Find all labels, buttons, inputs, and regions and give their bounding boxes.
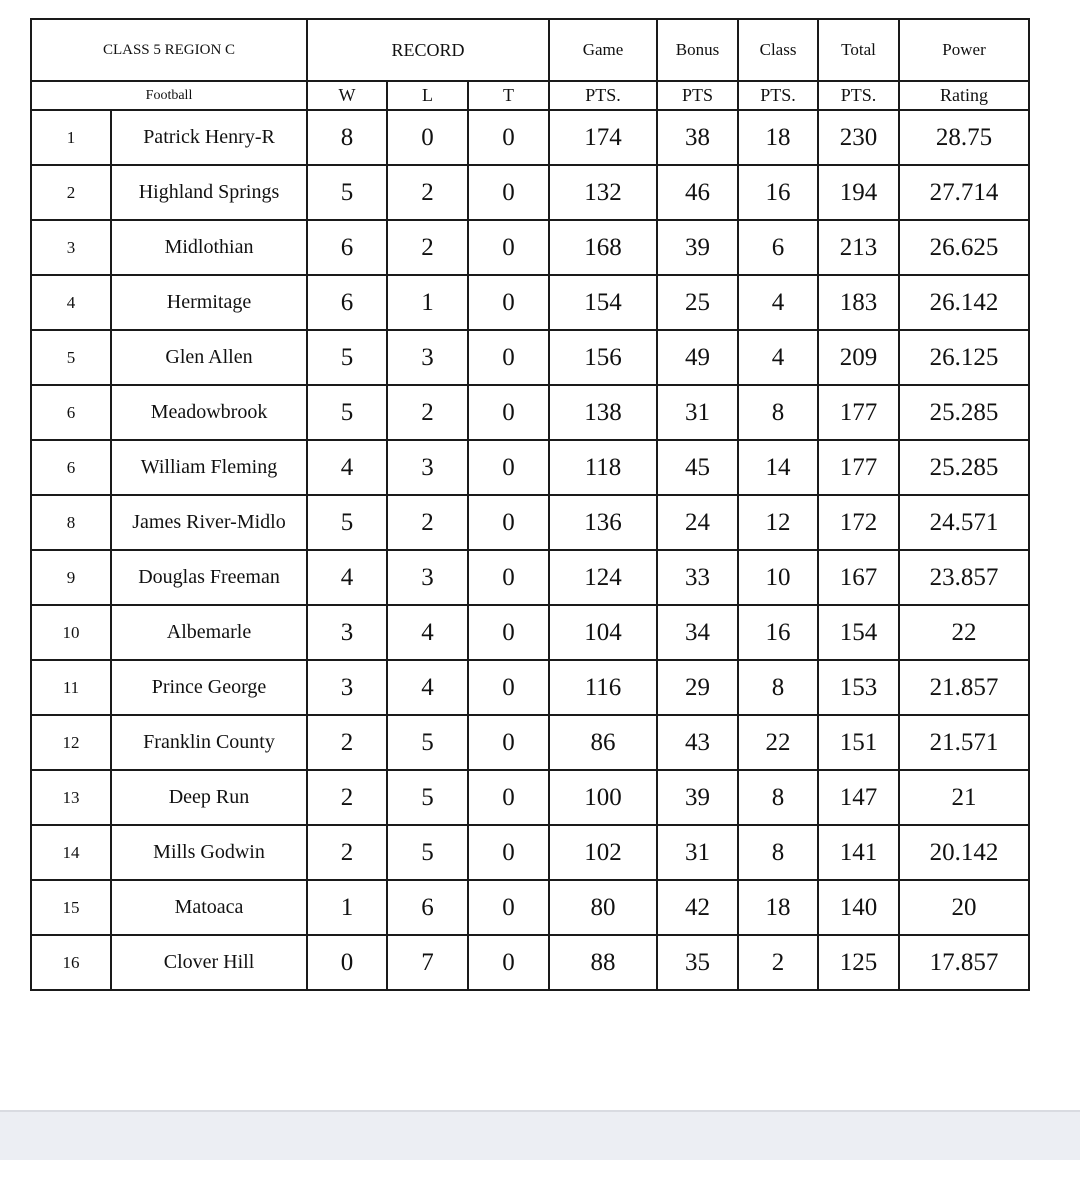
- class-header: Class: [738, 19, 818, 81]
- table-row: [31, 275, 1029, 330]
- header-row-sub: [31, 81, 1029, 110]
- table-row: [31, 165, 1029, 220]
- rank-cell: 10: [31, 605, 111, 660]
- wins-cell: 5: [307, 330, 387, 385]
- rank-cell: 12: [31, 715, 111, 770]
- losses-cell: 1: [387, 275, 468, 330]
- power-rating-cell: 20: [899, 880, 1029, 935]
- wins-cell: 3: [307, 660, 387, 715]
- wins-cell: 6: [307, 220, 387, 275]
- class-pts-cell: 18: [738, 880, 818, 935]
- bonus-pts-subheader: PTS: [657, 81, 738, 110]
- rank-cell: 16: [31, 935, 111, 990]
- team-name-cell: Highland Springs: [111, 165, 307, 220]
- table-row: [31, 605, 1029, 660]
- bonus-header: Bonus: [657, 19, 738, 81]
- losses-cell: 4: [387, 605, 468, 660]
- game-pts-cell: 168: [549, 220, 657, 275]
- team-name-cell: William Fleming: [111, 440, 307, 495]
- wins-cell: 4: [307, 550, 387, 605]
- wins-cell: 8: [307, 110, 387, 165]
- game-header: Game: [549, 19, 657, 81]
- ties-cell: 0: [468, 550, 549, 605]
- game-pts-cell: 138: [549, 385, 657, 440]
- power-rating-subheader: Rating: [899, 81, 1029, 110]
- rank-cell: 9: [31, 550, 111, 605]
- bonus-pts-cell: 34: [657, 605, 738, 660]
- losses-cell: 6: [387, 880, 468, 935]
- bonus-pts-cell: 31: [657, 825, 738, 880]
- table-row: [31, 330, 1029, 385]
- rank-cell: 8: [31, 495, 111, 550]
- ties-cell: 0: [468, 440, 549, 495]
- class-pts-cell: 8: [738, 770, 818, 825]
- losses-cell: 3: [387, 550, 468, 605]
- team-name-cell: Prince George: [111, 660, 307, 715]
- power-rating-cell: 21.857: [899, 660, 1029, 715]
- game-pts-cell: 124: [549, 550, 657, 605]
- power-rating-cell: 26.125: [899, 330, 1029, 385]
- table-row: [31, 385, 1029, 440]
- table-row: [31, 550, 1029, 605]
- power-header: Power: [899, 19, 1029, 81]
- ties-cell: 0: [468, 660, 549, 715]
- class-pts-cell: 22: [738, 715, 818, 770]
- rank-cell: 2: [31, 165, 111, 220]
- ties-cell: 0: [468, 220, 549, 275]
- power-rating-cell: 20.142: [899, 825, 1029, 880]
- wins-cell: 4: [307, 440, 387, 495]
- table-row: [31, 220, 1029, 275]
- team-name-cell: Mills Godwin: [111, 825, 307, 880]
- rank-cell: 3: [31, 220, 111, 275]
- team-name-cell: Meadowbrook: [111, 385, 307, 440]
- class-pts-cell: 8: [738, 660, 818, 715]
- sport-label: Football: [31, 81, 307, 110]
- bottom-bar: [0, 1110, 1080, 1160]
- power-rating-cell: 23.857: [899, 550, 1029, 605]
- bonus-pts-cell: 31: [657, 385, 738, 440]
- rank-cell: 4: [31, 275, 111, 330]
- ties-cell: 0: [468, 825, 549, 880]
- total-pts-cell: 194: [818, 165, 899, 220]
- bonus-pts-cell: 29: [657, 660, 738, 715]
- rank-cell: 5: [31, 330, 111, 385]
- losses-cell: 3: [387, 440, 468, 495]
- rank-cell: 15: [31, 880, 111, 935]
- total-pts-cell: 153: [818, 660, 899, 715]
- ties-cell: 0: [468, 770, 549, 825]
- table-row: [31, 880, 1029, 935]
- total-pts-cell: 209: [818, 330, 899, 385]
- game-pts-cell: 80: [549, 880, 657, 935]
- rank-cell: 1: [31, 110, 111, 165]
- losses-cell: 3: [387, 330, 468, 385]
- wins-cell: 5: [307, 495, 387, 550]
- losses-cell: 2: [387, 220, 468, 275]
- class-pts-cell: 4: [738, 330, 818, 385]
- table-row: [31, 825, 1029, 880]
- bonus-pts-cell: 33: [657, 550, 738, 605]
- table-row: [31, 440, 1029, 495]
- total-pts-cell: 172: [818, 495, 899, 550]
- table-row: [31, 495, 1029, 550]
- game-pts-cell: 156: [549, 330, 657, 385]
- ties-cell: 0: [468, 275, 549, 330]
- power-rating-cell: 25.285: [899, 385, 1029, 440]
- game-pts-cell: 102: [549, 825, 657, 880]
- total-pts-cell: 177: [818, 440, 899, 495]
- standings-body: [31, 110, 1029, 990]
- table-row: [31, 715, 1029, 770]
- wins-cell: 0: [307, 935, 387, 990]
- total-pts-cell: 183: [818, 275, 899, 330]
- class-pts-cell: 6: [738, 220, 818, 275]
- table-row: [31, 660, 1029, 715]
- class-pts-cell: 18: [738, 110, 818, 165]
- table-row: [31, 935, 1029, 990]
- total-pts-cell: 230: [818, 110, 899, 165]
- ties-cell: 0: [468, 330, 549, 385]
- game-pts-cell: 100: [549, 770, 657, 825]
- losses-cell: 0: [387, 110, 468, 165]
- power-rating-cell: 27.714: [899, 165, 1029, 220]
- rank-cell: 13: [31, 770, 111, 825]
- power-rating-cell: 26.142: [899, 275, 1029, 330]
- bonus-pts-cell: 38: [657, 110, 738, 165]
- power-rating-cell: 21.571: [899, 715, 1029, 770]
- class-pts-cell: 4: [738, 275, 818, 330]
- wins-cell: 2: [307, 825, 387, 880]
- class-pts-cell: 10: [738, 550, 818, 605]
- ties-cell: 0: [468, 165, 549, 220]
- game-pts-cell: 88: [549, 935, 657, 990]
- losses-cell: 4: [387, 660, 468, 715]
- game-pts-cell: 104: [549, 605, 657, 660]
- losses-cell: 2: [387, 385, 468, 440]
- team-name-cell: Hermitage: [111, 275, 307, 330]
- ties-cell: 0: [468, 605, 549, 660]
- total-pts-cell: 147: [818, 770, 899, 825]
- wins-cell: 2: [307, 770, 387, 825]
- standings-table: [30, 18, 1030, 991]
- team-name-cell: Midlothian: [111, 220, 307, 275]
- bonus-pts-cell: 25: [657, 275, 738, 330]
- power-rating-cell: 26.625: [899, 220, 1029, 275]
- total-pts-cell: 177: [818, 385, 899, 440]
- bonus-pts-cell: 43: [657, 715, 738, 770]
- ties-header: T: [468, 81, 549, 110]
- team-name-cell: Patrick Henry-R: [111, 110, 307, 165]
- rank-cell: 11: [31, 660, 111, 715]
- team-name-cell: Matoaca: [111, 880, 307, 935]
- power-rating-cell: 24.571: [899, 495, 1029, 550]
- ties-cell: 0: [468, 110, 549, 165]
- wins-cell: 6: [307, 275, 387, 330]
- wins-cell: 2: [307, 715, 387, 770]
- bonus-pts-cell: 49: [657, 330, 738, 385]
- power-rating-cell: 17.857: [899, 935, 1029, 990]
- rank-cell: 6: [31, 385, 111, 440]
- losses-cell: 5: [387, 825, 468, 880]
- class-pts-cell: 14: [738, 440, 818, 495]
- class-pts-cell: 8: [738, 825, 818, 880]
- bonus-pts-cell: 39: [657, 220, 738, 275]
- losses-cell: 5: [387, 770, 468, 825]
- ties-cell: 0: [468, 715, 549, 770]
- losses-cell: 2: [387, 495, 468, 550]
- team-name-cell: James River-Midlo: [111, 495, 307, 550]
- class-pts-cell: 12: [738, 495, 818, 550]
- ties-cell: 0: [468, 935, 549, 990]
- power-rating-cell: 22: [899, 605, 1029, 660]
- wins-cell: 5: [307, 165, 387, 220]
- total-pts-subheader: PTS.: [818, 81, 899, 110]
- rank-cell: 6: [31, 440, 111, 495]
- game-pts-cell: 154: [549, 275, 657, 330]
- total-pts-cell: 154: [818, 605, 899, 660]
- wins-cell: 5: [307, 385, 387, 440]
- total-pts-cell: 213: [818, 220, 899, 275]
- power-rating-cell: 21: [899, 770, 1029, 825]
- team-name-cell: Albemarle: [111, 605, 307, 660]
- class-pts-cell: 16: [738, 165, 818, 220]
- region-title: CLASS 5 REGION C: [31, 19, 307, 81]
- wins-cell: 3: [307, 605, 387, 660]
- table-row: [31, 770, 1029, 825]
- total-pts-cell: 141: [818, 825, 899, 880]
- header-row-top: [31, 19, 1029, 81]
- wins-header: W: [307, 81, 387, 110]
- ties-cell: 0: [468, 495, 549, 550]
- bonus-pts-cell: 39: [657, 770, 738, 825]
- class-pts-subheader: PTS.: [738, 81, 818, 110]
- game-pts-cell: 132: [549, 165, 657, 220]
- wins-cell: 1: [307, 880, 387, 935]
- team-name-cell: Clover Hill: [111, 935, 307, 990]
- losses-cell: 7: [387, 935, 468, 990]
- losses-header: L: [387, 81, 468, 110]
- game-pts-cell: 118: [549, 440, 657, 495]
- class-pts-cell: 16: [738, 605, 818, 660]
- ties-cell: 0: [468, 880, 549, 935]
- rank-cell: 14: [31, 825, 111, 880]
- team-name-cell: Glen Allen: [111, 330, 307, 385]
- game-pts-cell: 174: [549, 110, 657, 165]
- total-header: Total: [818, 19, 899, 81]
- team-name-cell: Deep Run: [111, 770, 307, 825]
- losses-cell: 5: [387, 715, 468, 770]
- total-pts-cell: 167: [818, 550, 899, 605]
- bonus-pts-cell: 46: [657, 165, 738, 220]
- bonus-pts-cell: 42: [657, 880, 738, 935]
- total-pts-cell: 151: [818, 715, 899, 770]
- bonus-pts-cell: 35: [657, 935, 738, 990]
- game-pts-cell: 116: [549, 660, 657, 715]
- team-name-cell: Douglas Freeman: [111, 550, 307, 605]
- game-pts-cell: 86: [549, 715, 657, 770]
- bonus-pts-cell: 45: [657, 440, 738, 495]
- losses-cell: 2: [387, 165, 468, 220]
- class-pts-cell: 8: [738, 385, 818, 440]
- ties-cell: 0: [468, 385, 549, 440]
- class-pts-cell: 2: [738, 935, 818, 990]
- power-rating-cell: 28.75: [899, 110, 1029, 165]
- total-pts-cell: 125: [818, 935, 899, 990]
- power-rating-cell: 25.285: [899, 440, 1029, 495]
- game-pts-subheader: PTS.: [549, 81, 657, 110]
- table-row: [31, 110, 1029, 165]
- total-pts-cell: 140: [818, 880, 899, 935]
- game-pts-cell: 136: [549, 495, 657, 550]
- team-name-cell: Franklin County: [111, 715, 307, 770]
- record-header: RECORD: [307, 19, 549, 81]
- bonus-pts-cell: 24: [657, 495, 738, 550]
